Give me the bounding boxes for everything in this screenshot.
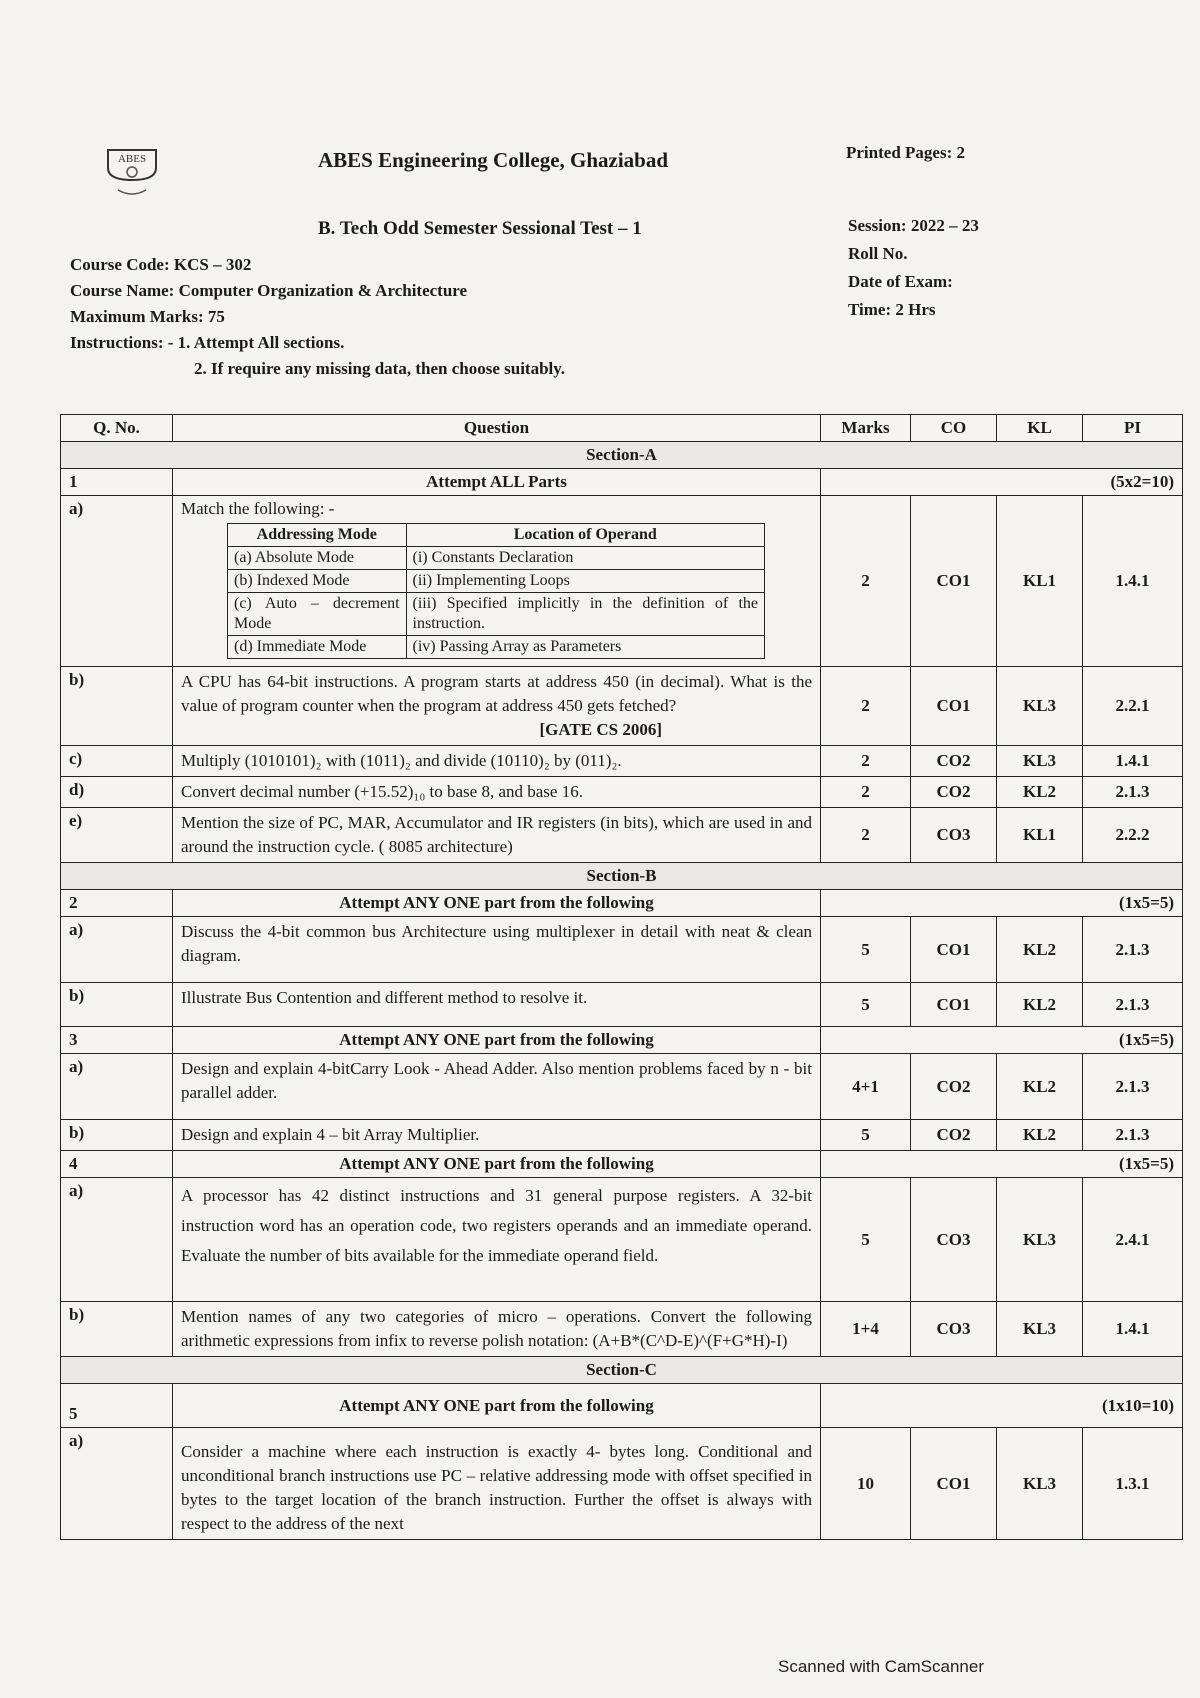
- q3a-row: [61, 1054, 1183, 1120]
- q2b-question: Illustrate Bus Contention and different method to resolve it.: [173, 983, 821, 1027]
- q4-row: [61, 1151, 1183, 1178]
- q1c-question: Multiply (1010101)₂ with (1011)₂ and divide (10110)₂ by (011)₂.: [173, 746, 821, 777]
- q3b-label: b): [61, 1120, 173, 1151]
- q3b-row: [61, 1120, 1183, 1151]
- q5-number: 5: [61, 1384, 173, 1428]
- q2b-marks: 5: [821, 983, 911, 1027]
- q1c-marks: 2: [821, 746, 911, 777]
- q2-row: [61, 890, 1183, 917]
- session: Session: 2022 – 23: [848, 216, 979, 235]
- q1d-kl: KL2: [997, 777, 1083, 808]
- q5a-label: a): [61, 1428, 173, 1540]
- q5-instruction: Attempt ANY ONE part from the following: [173, 1384, 821, 1428]
- q4-number: 4: [61, 1151, 173, 1178]
- instruction-1: Instructions: - 1. Attempt All sections.: [70, 333, 345, 352]
- q2a-question: Discuss the 4-bit common bus Architecture using multiplexer in detail with neat & clean diagram.: [173, 917, 821, 983]
- q1b-marks: 2: [821, 667, 911, 746]
- section-c-title: Section-C: [61, 1357, 1183, 1384]
- q5a-marks: 10: [821, 1428, 911, 1540]
- q4b-question: Mention names of any two categories of micro – operations. Convert the following arithmetic expressions from infix to reverse polish notation: (A+B*(C^D-E)^(F+G*H)-I): [173, 1302, 821, 1357]
- match-cell: (a) Absolute Mode: [228, 547, 407, 570]
- q3a-kl: KL2: [997, 1054, 1083, 1120]
- q4a-question: A processor has 42 distinct instructions and 31 general purpose registers. A 32-bit instruction word has an operation code, two registers operands and an immediate operand. Evaluate the number of bits available for the immediate operand field.: [173, 1178, 821, 1302]
- q3b-kl: KL2: [997, 1120, 1083, 1151]
- q1b-tag: [GATE CS 2006]: [539, 720, 662, 739]
- q1d-row: [61, 777, 1183, 808]
- q1d-label: d): [61, 777, 173, 808]
- section-a-title: Section-A: [61, 442, 1183, 469]
- q4b-pi: 1.4.1: [1083, 1302, 1183, 1357]
- q2a-pi: 2.1.3: [1083, 917, 1183, 983]
- q5-row: [61, 1384, 1183, 1428]
- q2-instruction: Attempt ANY ONE part from the following: [173, 890, 821, 917]
- q1b-row: [61, 667, 1183, 746]
- table-header-row: [61, 415, 1183, 442]
- q5a-row: [61, 1428, 1183, 1540]
- q1e-question: Mention the size of PC, MAR, Accumulator and IR registers (in bits), which are used in and around the instruction cycle. ( 8085 architecture): [173, 808, 821, 863]
- q1b-text: A CPU has 64-bit instructions. A program starts at address 450 (in decimal). What is the value of program counter when the program at address 450 gets fetched?: [181, 672, 812, 715]
- q1d-question: Convert decimal number (+15.52)₁₀ to base 8, and base 16.: [173, 777, 821, 808]
- scanner-watermark: Scanned with CamScanner: [778, 1657, 985, 1676]
- q1d-pi: 2.1.3: [1083, 777, 1183, 808]
- q1b-question: [173, 667, 821, 746]
- q5a-co: CO1: [911, 1428, 997, 1540]
- q1b-pi: 2.2.1: [1083, 667, 1183, 746]
- q3a-question: Design and explain 4-bitCarry Look - Ahead Adder. Also mention problems faced by n - bit parallel adder.: [173, 1054, 821, 1120]
- q3a-marks: 4+1: [821, 1054, 911, 1120]
- q5a-kl: KL3: [997, 1428, 1083, 1540]
- q1a-intro: Match the following: -: [181, 499, 335, 518]
- match-cell: (d) Immediate Mode: [228, 636, 407, 659]
- max-marks: Maximum Marks: 75: [70, 307, 225, 326]
- q4b-co: CO3: [911, 1302, 997, 1357]
- q4a-row: [61, 1178, 1183, 1302]
- q5-marks-scheme: (1x10=10): [821, 1384, 1183, 1428]
- section-b-title: Section-B: [61, 863, 1183, 890]
- section-b-row: [61, 863, 1183, 890]
- question-table: [60, 414, 1183, 1540]
- q4a-label: a): [61, 1178, 173, 1302]
- q1a-label: a): [61, 496, 173, 667]
- match-header-location: Location of Operand: [406, 524, 764, 547]
- q1c-row: [61, 746, 1183, 777]
- match-cell: (iv) Passing Array as Parameters: [406, 636, 764, 659]
- q1b-co: CO1: [911, 667, 997, 746]
- q1e-pi: 2.2.2: [1083, 808, 1183, 863]
- exam-time: Time: 2 Hrs: [848, 300, 936, 319]
- q1a-marks: 2: [821, 496, 911, 667]
- roll-no: Roll No.: [848, 244, 908, 263]
- instruction-2: 2. If require any missing data, then choose suitably.: [194, 359, 566, 378]
- q3a-pi: 2.1.3: [1083, 1054, 1183, 1120]
- q3-marks-scheme: (1x5=5): [821, 1027, 1183, 1054]
- q4b-label: b): [61, 1302, 173, 1357]
- q2-number: 2: [61, 890, 173, 917]
- q4-instruction: Attempt ANY ONE part from the following: [173, 1151, 821, 1178]
- q1a-pi: 1.4.1: [1083, 496, 1183, 667]
- college-logo-icon: [100, 146, 164, 202]
- q1e-kl: KL1: [997, 808, 1083, 863]
- q2b-pi: 2.1.3: [1083, 983, 1183, 1027]
- q2a-marks: 5: [821, 917, 911, 983]
- date-of-exam: Date of Exam:: [848, 272, 953, 291]
- match-row: [228, 570, 765, 593]
- match-cell: (ii) Implementing Loops: [406, 570, 764, 593]
- logo-text: ABES: [117, 153, 147, 165]
- match-cell: (iii) Specified implicitly in the definition of the instruction.: [406, 593, 764, 636]
- q1a-question: [173, 496, 821, 667]
- match-cell: (b) Indexed Mode: [228, 570, 407, 593]
- q4-marks-scheme: (1x5=5): [821, 1151, 1183, 1178]
- header-question: Question: [173, 415, 821, 442]
- q3a-label: a): [61, 1054, 173, 1120]
- college-name: ABES Engineering College, Ghaziabad: [318, 148, 669, 172]
- q1c-label: c): [61, 746, 173, 777]
- q1-instruction: Attempt ALL Parts: [173, 469, 821, 496]
- q1a-kl: KL1: [997, 496, 1083, 667]
- course-code: Course Code: KCS – 302: [70, 255, 252, 274]
- q3b-question: Design and explain 4 – bit Array Multiplier.: [173, 1120, 821, 1151]
- q1e-row: [61, 808, 1183, 863]
- q4b-kl: KL3: [997, 1302, 1083, 1357]
- q4b-marks: 1+4: [821, 1302, 911, 1357]
- course-name: Course Name: Computer Organization & Architecture: [70, 281, 468, 300]
- q1e-label: e): [61, 808, 173, 863]
- q4a-co: CO3: [911, 1178, 997, 1302]
- q1a-row: [61, 496, 1183, 667]
- q2b-row: [61, 983, 1183, 1027]
- match-cell: (c) Auto – decrement Mode: [228, 593, 407, 636]
- q1d-co: CO2: [911, 777, 997, 808]
- q4b-row: [61, 1302, 1183, 1357]
- header-marks: Marks: [821, 415, 911, 442]
- q4a-marks: 5: [821, 1178, 911, 1302]
- section-c-row: [61, 1357, 1183, 1384]
- printed-pages: Printed Pages: 2: [846, 143, 965, 162]
- header-qno: Q. No.: [61, 415, 173, 442]
- q2-marks-scheme: (1x5=5): [821, 890, 1183, 917]
- q1-marks-scheme: (5x2=10): [821, 469, 1183, 496]
- q1c-pi: 1.4.1: [1083, 746, 1183, 777]
- q4a-pi: 2.4.1: [1083, 1178, 1183, 1302]
- match-table: [227, 523, 765, 659]
- q1e-co: CO3: [911, 808, 997, 863]
- q3b-marks: 5: [821, 1120, 911, 1151]
- q1-number: 1: [61, 469, 173, 496]
- q4a-kl: KL3: [997, 1178, 1083, 1302]
- q3-number: 3: [61, 1027, 173, 1054]
- q1e-marks: 2: [821, 808, 911, 863]
- course-info: [70, 252, 565, 382]
- q1b-kl: KL3: [997, 667, 1083, 746]
- q2a-kl: KL2: [997, 917, 1083, 983]
- q1-row: [61, 469, 1183, 496]
- exam-meta: [848, 212, 979, 324]
- q3b-co: CO2: [911, 1120, 997, 1151]
- q1c-kl: KL3: [997, 746, 1083, 777]
- match-cell: (i) Constants Declaration: [406, 547, 764, 570]
- match-row: [228, 636, 765, 659]
- q2a-co: CO1: [911, 917, 997, 983]
- q2b-kl: KL2: [997, 983, 1083, 1027]
- header-pi: PI: [1083, 415, 1183, 442]
- q3b-pi: 2.1.3: [1083, 1120, 1183, 1151]
- match-row: [228, 547, 765, 570]
- q5a-question: Consider a machine where each instruction is exactly 4- bytes long. Conditional and unconditional branch instructions use PC – relative addressing mode with offset specified in bytes to the target location of the branch instruction. Further the offset is always with respect to the address of the next: [173, 1428, 821, 1540]
- q3-instruction: Attempt ANY ONE part from the following: [173, 1027, 821, 1054]
- section-a-row: [61, 442, 1183, 469]
- q2a-row: [61, 917, 1183, 983]
- q2b-co: CO1: [911, 983, 997, 1027]
- q1c-co: CO2: [911, 746, 997, 777]
- match-header-mode: Addressing Mode: [228, 524, 407, 547]
- match-row: [228, 593, 765, 636]
- q2b-label: b): [61, 983, 173, 1027]
- header-kl: KL: [997, 415, 1083, 442]
- q5a-pi: 1.3.1: [1083, 1428, 1183, 1540]
- q1d-marks: 2: [821, 777, 911, 808]
- q1b-label: b): [61, 667, 173, 746]
- exam-title: B. Tech Odd Semester Sessional Test – 1: [318, 218, 642, 239]
- q3-row: [61, 1027, 1183, 1054]
- q1a-co: CO1: [911, 496, 997, 667]
- q2a-label: a): [61, 917, 173, 983]
- header-co: CO: [911, 415, 997, 442]
- q3a-co: CO2: [911, 1054, 997, 1120]
